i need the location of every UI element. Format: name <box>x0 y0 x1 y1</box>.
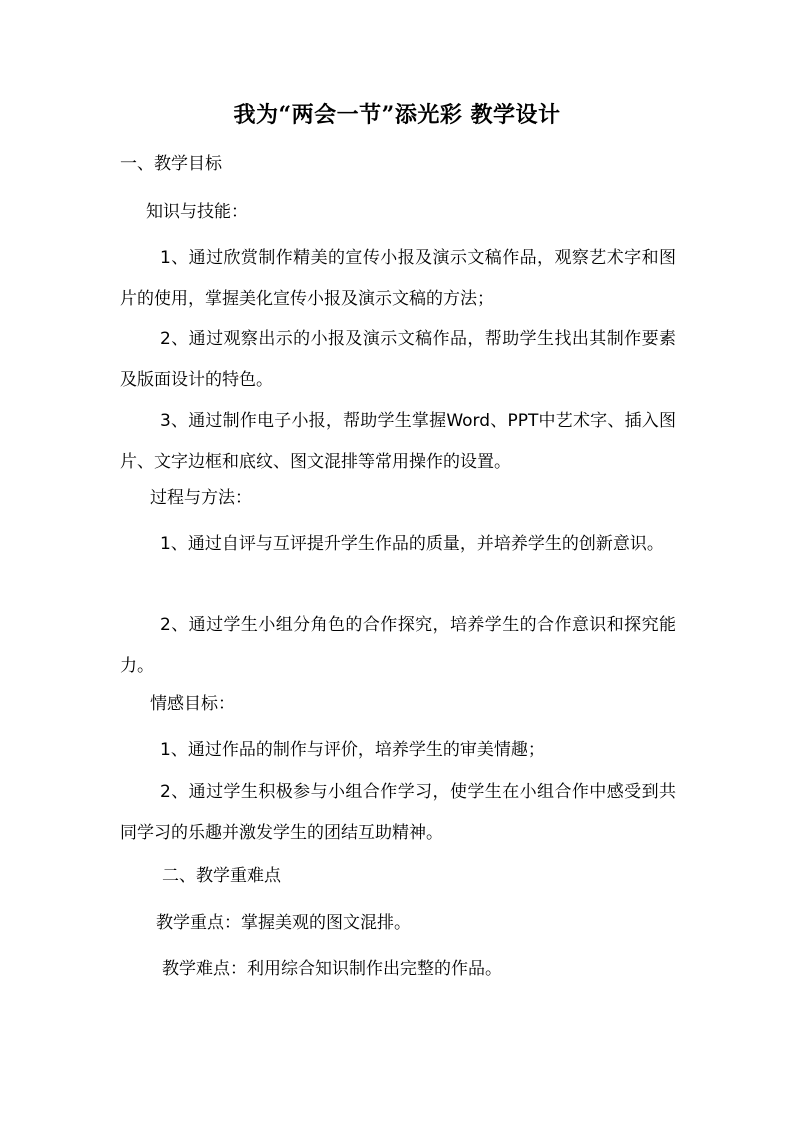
emotion-item-2: 2、通过学生积极参与小组合作学习，使学生在小组合作中感受到共同学习的乐趣并激发学生的团结互助精神。 <box>120 782 676 843</box>
process-item-2: 2、通过学生小组分角色的合作探究，培养学生的合作意识和探究能力。 <box>120 615 676 676</box>
section-heading-objectives: 一、教学目标 <box>120 154 222 174</box>
subheading-knowledge-skills: 知识与技能： <box>146 202 248 222</box>
knowledge-item-2: 2、通过观察出示的小报及演示文稿作品，帮助学生找出其制作要素及版面设计的特色。 <box>120 329 676 390</box>
process-item-1: 1、通过自评与互评提升学生作品的质量，并培养学生的创新意识。 <box>160 534 664 554</box>
knowledge-item-1: 1、通过欣赏制作精美的宣传小报及演示文稿作品，观察艺术字和图片的使用，掌握美化宣传小报及演示文稿的方法； <box>120 248 676 309</box>
difficult-point: 教学难点：利用综合知识制作出完整的作品。 <box>162 959 502 979</box>
key-point: 教学重点：掌握美观的图文混排。 <box>156 913 411 933</box>
section-heading-key-difficult: 二、教学重难点 <box>162 866 281 886</box>
knowledge-item-3: 3、通过制作电子小报，帮助学生掌握Word、PPT中艺术字、插入图片、文字边框和底纹、图文混排等常用操作的设置。 <box>120 411 676 472</box>
emotion-item-1: 1、通过作品的制作与评价，培养学生的审美情趣； <box>160 740 545 760</box>
document-title: 我为“两会一节”添光彩 教学设计 <box>233 102 561 128</box>
subheading-process-methods: 过程与方法： <box>150 488 252 508</box>
subheading-emotion-goals: 情感目标： <box>150 694 235 714</box>
